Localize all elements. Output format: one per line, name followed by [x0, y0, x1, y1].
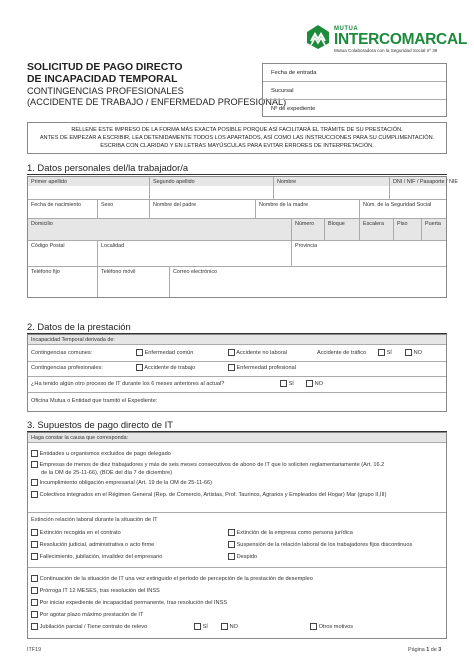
retirement-yes-checkbox[interactable] [194, 623, 201, 630]
logo-tagline: Mutua Colaboradora con la Seguridad Social nº 39 [334, 48, 438, 53]
ext-contract-checkbox[interactable] [31, 529, 38, 536]
cause-employer-breach[interactable] [31, 479, 212, 486]
direct-payment-box [27, 432, 447, 639]
divider [28, 376, 446, 377]
locality-field[interactable]: Localidad [98, 241, 292, 267]
entry-date-field[interactable]: Fecha de entrada [263, 64, 446, 82]
previous-it-no-option[interactable] [306, 380, 323, 387]
previous-it-no-label: NO [314, 380, 323, 387]
other-max-term-label: Por agotar plazo máximo prestación de IT [39, 611, 144, 618]
id-input[interactable] [390, 186, 446, 200]
other-permanent-checkbox[interactable] [31, 599, 38, 606]
professional-illness-label: Enfermedad profesional [236, 364, 296, 371]
divider [28, 567, 446, 568]
first-surname-input[interactable] [28, 186, 150, 200]
divider [28, 392, 446, 393]
stair-field[interactable]: Escalera [360, 219, 394, 241]
non-work-accident-label: Accidente no laboral [236, 349, 287, 356]
previous-it-yes-checkbox[interactable] [280, 380, 287, 387]
common-illness-checkbox[interactable] [136, 349, 143, 356]
benefit-data-box [27, 334, 447, 412]
page-current: 1 [426, 647, 430, 653]
notice-line2: ANTES DE EMPEZAR A ESCRIBIR, LEA DETENIDAMENTE TODOS LOS APARTADOS, ASÍ COMO LAS INSTRUCCIONES PARA SU CUMPLIMENTACIÓN. [39, 135, 435, 141]
other-permanent-label: Por iniciar expediente de incapacidad permanente, tras resolución del INSS [39, 599, 228, 606]
work-accident-label: Accidente de trabajo [144, 364, 196, 371]
cause-excluded-entities-checkbox[interactable] [31, 450, 38, 457]
ext-company-label: Extinción de la empresa como persona jurídica [236, 529, 353, 536]
other-partial-retirement-checkbox[interactable] [31, 623, 38, 630]
address-field[interactable]: Domicilio [28, 219, 292, 241]
cause-small-companies-label: Empresas de menos de diez trabajadores y más de seis meses consecutivos de abono de IT que lo soliciten reglamentariamente (Art. 16.2 [39, 461, 385, 468]
ext-judicial-checkbox[interactable] [31, 541, 38, 548]
traffic-yes-option[interactable] [378, 349, 392, 356]
other-unemployment-label: Continuación de la situación de IT una vez extinguido el período de percepción de la prestación de desempleo [39, 575, 313, 582]
retirement-no-option[interactable] [221, 623, 238, 630]
cause-small-companies-cont: de la OM de 25-11-66), (BOE del día 7 de diciembre) [41, 470, 173, 476]
birth-date-field[interactable]: Fecha de nacimiento [28, 200, 98, 219]
retirement-no-label: NO [229, 623, 238, 630]
email-field[interactable]: Correo electrónico [173, 269, 218, 275]
extinction-title: Extinción relación laboral durante la situación de IT [31, 517, 158, 523]
previous-it-no-checkbox[interactable] [306, 380, 313, 387]
ext-dismissal[interactable] [228, 553, 257, 560]
name-label: Nombre [274, 177, 390, 186]
section1-rule [27, 174, 447, 175]
id-label: DNI / NIF / Pasaporte / NIE [390, 177, 446, 186]
other-partial-retirement[interactable] [31, 623, 147, 630]
landline-field[interactable]: Teléfono fijo [28, 267, 98, 297]
door-field[interactable]: Puerta [422, 219, 446, 241]
page-indicator [408, 647, 441, 653]
previous-it-yes-option[interactable] [280, 380, 294, 387]
other-extension-checkbox[interactable] [31, 587, 38, 594]
common-illness-option[interactable] [136, 349, 193, 356]
other-max-term[interactable] [31, 611, 143, 618]
processing-office-field[interactable]: Oficina Mutua o Entidad que tramitó el Expediente: [31, 398, 158, 404]
traffic-accident-label: Accidente de tráfico [317, 350, 367, 356]
cause-excluded-entities[interactable] [31, 450, 171, 457]
social-security-field[interactable]: Núm. de la Seguridad Social [360, 200, 446, 219]
ext-judicial-label: Resolución judicial, administrativa o acto firme [39, 541, 155, 548]
instructions-notice [27, 122, 447, 154]
cause-employer-breach-label: Incumplimiento obligación empresarial (Art. 19 de la OM de 25-11-66) [39, 479, 213, 486]
page-of: de [430, 647, 437, 653]
traffic-no-checkbox[interactable] [405, 349, 412, 356]
divider [28, 512, 446, 513]
postal-code-field[interactable]: Código Postal [28, 241, 98, 267]
ext-dismissal-checkbox[interactable] [228, 553, 235, 560]
sex-field[interactable]: Sexo [98, 200, 150, 219]
ext-employer-death-checkbox[interactable] [31, 553, 38, 560]
file-number-field[interactable]: Nº de expediente [271, 106, 316, 112]
common-illness-label: Enfermedad común [144, 349, 194, 356]
work-accident-option[interactable] [136, 364, 195, 371]
professional-contingencies-label: Contingencias profesionales: [31, 365, 103, 371]
form-code: ITF19 [27, 647, 42, 653]
page-total: 3 [438, 647, 442, 653]
non-work-accident-checkbox[interactable] [228, 349, 235, 356]
block-field[interactable]: Bloque [325, 219, 360, 241]
cause-special-groups[interactable] [31, 491, 386, 498]
notice-line3: ESCRIBA CON CLARIDAD Y EN LETRAS MAYÚSCULAS PARA EVITAR ERRORES DE INTERPRETACIÓN. [100, 143, 374, 149]
form-title-line2: DE INCAPACIDAD TEMPORAL [27, 74, 178, 85]
professional-illness-option[interactable] [228, 364, 296, 371]
section1-title: 1. Datos personales del/la trabajador/a [27, 162, 189, 173]
traffic-no-label: NO [413, 349, 422, 356]
cause-special-groups-checkbox[interactable] [31, 491, 38, 498]
retirement-yes-option[interactable] [194, 623, 208, 630]
retirement-yes-label: SÍ [202, 623, 208, 630]
common-contingencies-label: Contingencias comunes: [31, 350, 93, 356]
non-work-accident-option[interactable] [228, 349, 287, 356]
ext-suspension-checkbox[interactable] [228, 541, 235, 548]
retirement-no-checkbox[interactable] [221, 623, 228, 630]
notice-line1: RELLENE ESTE IMPRESO DE LA FORMA MÁS EXACTA POSIBLE PORQUE ASÍ FACILITARÁ EL TRÁMITE DE SU PRESTACIÓN. [71, 127, 403, 133]
form-title-line1: SOLICITUD DE PAGO DIRECTO [27, 62, 183, 73]
other-reasons-option[interactable] [310, 623, 353, 630]
name-input[interactable] [274, 186, 390, 200]
ext-suspension-label: Suspensión de la relación laboral de los trabajadores fijos discontinuos [236, 541, 413, 548]
cause-small-companies[interactable] [31, 461, 384, 468]
section3-title: 3. Supuestos de pago directo de IT [27, 419, 173, 430]
ext-employer-death-label: Fallecimiento, jubilación, invalidez del empresario [39, 553, 163, 560]
other-permanent[interactable] [31, 599, 227, 606]
cause-special-groups-label: Colectivos integrados en el Régimen General (Rep. de Comercio, Artistas, Prof. Taurinos, Agrarios y Empleados del Hogar) Mar (grupo II,III) [39, 491, 387, 498]
form-subtitle-line2: (ACCIDENTE DE TRABAJO / ENFERMEDAD PROFESIONAL) [27, 97, 287, 107]
causes-header: Haga constar la causa que corresponda: [28, 433, 446, 443]
page-prefix: Página [408, 647, 425, 653]
second-surname-input[interactable] [150, 186, 274, 200]
benefit-header: Incapacidad Temporal derivada de: [28, 335, 446, 345]
other-max-term-checkbox[interactable] [31, 611, 38, 618]
ext-company-checkbox[interactable] [228, 529, 235, 536]
other-extension-label: Prórroga IT 12 MESES, tras resolución del INSS [39, 587, 160, 594]
previous-it-question: ¿Ha tenido algún otro proceso de IT durante los 6 meses anteriores al actual? [31, 381, 225, 387]
previous-it-yes-label: SÍ [288, 380, 294, 387]
logo-small-text: MUTUA [334, 26, 359, 32]
province-field[interactable]: Provincia [292, 241, 446, 267]
form-subtitle-line1: CONTINGENCIAS PROFESIONALES [27, 86, 184, 96]
other-reasons-label: Otros motivos [318, 623, 354, 630]
logo-mark-icon [306, 24, 330, 50]
mother-name-field[interactable]: Nombre de la madre [256, 200, 360, 219]
ext-contract-label: Extinción recogida en el contrato [39, 529, 121, 536]
work-accident-checkbox[interactable] [136, 364, 143, 371]
ext-judicial[interactable] [31, 541, 154, 548]
ext-company[interactable] [228, 529, 353, 536]
other-unemployment[interactable] [31, 575, 313, 582]
traffic-yes-label: SÍ [386, 349, 392, 356]
office-info-box [262, 63, 447, 117]
father-name-field[interactable]: Nombre del padre [150, 200, 256, 219]
personal-data-grid [27, 176, 459, 298]
other-unemployment-checkbox[interactable] [31, 575, 38, 582]
number-field[interactable]: Número [292, 219, 325, 241]
professional-illness-checkbox[interactable] [228, 364, 235, 371]
ext-contract[interactable] [31, 529, 121, 536]
ext-employer-death[interactable] [31, 553, 162, 560]
other-reasons-checkbox[interactable] [310, 623, 317, 630]
other-extension[interactable] [31, 587, 160, 594]
floor-field[interactable]: Piso [394, 219, 422, 241]
first-surname-label: Primer apellido [28, 177, 150, 186]
ext-suspension[interactable] [228, 541, 412, 548]
divider [28, 361, 446, 362]
cause-small-companies-checkbox[interactable] [31, 461, 38, 468]
section2-title: 2. Datos de la prestación [27, 321, 131, 332]
cause-excluded-entities-label: Entidades u organismos excluidos de pago delegado [39, 450, 171, 457]
other-partial-retirement-label: Jubilación parcial / Tiene contrato de relevo [39, 623, 148, 630]
traffic-yes-checkbox[interactable] [378, 349, 385, 356]
logo-text: INTERCOMARCAL [334, 31, 468, 48]
second-surname-label: Segundo apellido [150, 177, 274, 186]
cause-employer-breach-checkbox[interactable] [31, 479, 38, 486]
mobile-field[interactable]: Teléfono móvil [98, 267, 170, 297]
traffic-no-option[interactable] [405, 349, 422, 356]
branch-field[interactable]: Sucursal [263, 82, 446, 100]
ext-dismissal-label: Despido [236, 553, 258, 560]
